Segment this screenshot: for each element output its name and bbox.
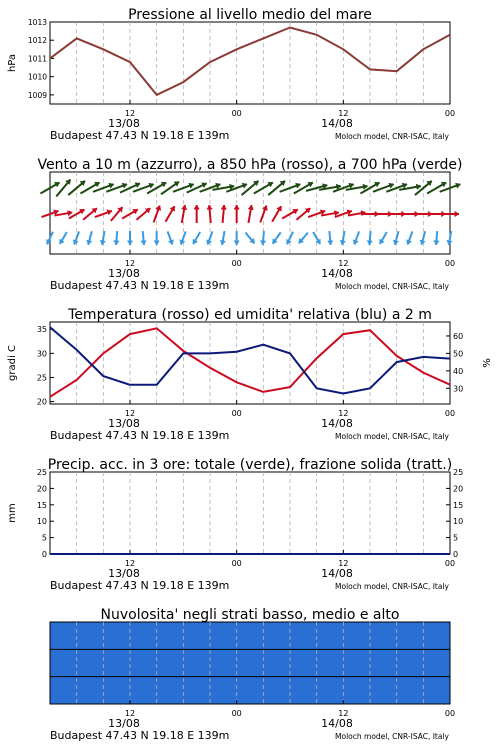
temperature-humidity-chart [7, 307, 493, 442]
date-label: 13/08 [108, 567, 140, 580]
plot-frame [50, 472, 450, 554]
x-tick-label: 00 [231, 709, 242, 718]
pressure-line [50, 28, 450, 95]
y2-tick-label: 25 [453, 468, 464, 477]
precipitation-chart [7, 457, 463, 592]
y-tick-label: 20 [36, 397, 47, 407]
credit-label: Moloch model, CNR-ISAC, Italy [335, 132, 449, 141]
x-tick-label: 12 [124, 559, 136, 568]
x-tick-label: 00 [444, 559, 456, 568]
chart-title: Temperatura (rosso) ed umidita' relativa (blu) a 2 m [68, 307, 432, 323]
y-tick-label: 25 [36, 468, 47, 477]
y-tick-label: 30 [36, 349, 47, 359]
wind-arrow-head [109, 183, 114, 188]
chart-title: Vento a 10 m (azzurro), a 850 hPa (rosso), a 700 hPa (verde) [37, 157, 463, 173]
date-label: 13/08 [108, 117, 140, 130]
wind-arrow-head [248, 205, 253, 210]
wind-arrow-head [122, 183, 127, 188]
y-tick-label: 35 [36, 325, 47, 335]
y-tick-label: 1011 [27, 54, 47, 64]
wind-arrow-head [402, 183, 407, 188]
wind-arrow-head [295, 183, 300, 188]
plot-frame [50, 22, 450, 104]
temperature-line [50, 328, 450, 397]
date-label: 13/08 [108, 267, 140, 280]
y-tick-label: 0 [41, 550, 47, 559]
wind-arrow-head [407, 240, 412, 245]
wind-arrow-head [207, 240, 212, 245]
x-tick-label: 12 [124, 109, 136, 118]
wind-arrow-head [455, 211, 459, 216]
date-label: 13/08 [108, 717, 140, 730]
x-tick-label: 00 [444, 109, 456, 118]
wind-arrow-head [154, 241, 159, 245]
x-tick-label: 12 [338, 709, 349, 718]
x-tick-label: 12 [124, 259, 136, 268]
wind-arrow-head [416, 184, 421, 189]
wind-arrow-head [328, 241, 333, 245]
wind-arrow-head [182, 205, 187, 210]
date-label: 14/08 [321, 117, 353, 130]
y-tick-label: 25 [36, 373, 47, 383]
y-tick-label: 1010 [27, 72, 47, 82]
wind-arrow-head [340, 240, 345, 245]
wind-arrow-head [234, 205, 239, 209]
date-label: 14/08 [321, 567, 353, 580]
credit-label: Moloch model, CNR-ISAC, Italy [335, 432, 449, 441]
wind-arrow-head [68, 211, 73, 216]
y-axis-label: mm [7, 503, 18, 523]
wind-arrow-head [100, 240, 105, 245]
y-tick-label: 1009 [27, 90, 47, 100]
plot-frame [50, 322, 450, 404]
x-tick-label: 00 [231, 109, 242, 118]
y-axis-label: hPa [7, 53, 18, 73]
wind-arrow-head [189, 183, 194, 188]
wind-arrow-head [221, 205, 226, 209]
y2-tick-label: 0 [453, 550, 459, 559]
y-tick-label: 10 [36, 517, 47, 527]
wind-arrow-head [389, 183, 394, 188]
location-label: Budapest 47.43 N 19.18 E 139m [50, 279, 230, 292]
date-label: 14/08 [321, 267, 353, 280]
wind-arrow-head [168, 240, 173, 245]
y-axis-label: gradi C [7, 345, 18, 381]
y2-tick-label: 5 [453, 533, 459, 543]
x-tick-label: 12 [124, 409, 136, 418]
x-tick-label: 12 [338, 559, 349, 568]
wind-arrow-head [349, 183, 354, 188]
x-tick-label: 00 [444, 259, 456, 268]
date-label: 13/08 [108, 417, 140, 430]
y2-tick-label: 15 [453, 500, 464, 510]
y2-tick-label: 60 [453, 331, 464, 341]
wind-arrow-head [180, 240, 185, 245]
wind-arrow-head [149, 183, 154, 188]
y-tick-label: 1012 [27, 36, 47, 46]
x-tick-label: 12 [338, 409, 349, 418]
y2-tick-label: 10 [453, 517, 464, 527]
location-label: Budapest 47.43 N 19.18 E 139m [50, 429, 230, 442]
wind-chart [37, 157, 462, 292]
wind-arrow-head [220, 240, 225, 245]
y2-tick-label: 40 [453, 366, 464, 376]
wind-arrow-head [114, 241, 119, 245]
x-tick-label: 12 [124, 709, 136, 718]
wind-arrow-head [215, 183, 220, 188]
location-label: Budapest 47.43 N 19.18 E 139m [50, 579, 230, 592]
credit-label: Moloch model, CNR-ISAC, Italy [335, 582, 449, 591]
y2-tick-label: 50 [453, 349, 464, 359]
y2-tick-label: 20 [453, 484, 464, 494]
wind-arrow-head [363, 184, 368, 189]
y-tick-label: 20 [36, 484, 47, 494]
wind-arrow-head [447, 240, 452, 245]
date-label: 14/08 [321, 417, 353, 430]
chart-title: Precip. acc. in 3 ore: totale (verde), frazione solida (tratt.) [47, 457, 453, 473]
y-tick-label: 1013 [27, 18, 47, 27]
wind-arrow-head [194, 205, 199, 209]
chart-title: Pressione al livello medio del mare [128, 7, 372, 23]
location-label: Budapest 47.43 N 19.18 E 139m [50, 129, 230, 142]
wind-arrow-head [141, 241, 146, 245]
wind-arrow-head [353, 240, 358, 245]
y2-tick-label: 30 [453, 384, 464, 394]
credit-label: Moloch model, CNR-ISAC, Italy [335, 282, 449, 291]
x-tick-label: 12 [338, 259, 349, 268]
wind-arrow-head [73, 240, 78, 245]
wind-arrow-head [455, 183, 460, 188]
date-label: 14/08 [321, 717, 353, 730]
y-tick-label: 5 [41, 533, 47, 543]
wind-arrow-head [260, 241, 265, 245]
cloud-cover-chart [50, 607, 455, 742]
wind-arrow-head [207, 205, 212, 209]
x-tick-label: 00 [231, 409, 242, 418]
wind-arrow-head [107, 210, 112, 215]
x-tick-label: 00 [444, 709, 456, 718]
wind-arrow-head [434, 241, 439, 245]
x-tick-label: 00 [231, 259, 242, 268]
cloud-cover-area [50, 622, 450, 704]
y2-axis-label: % [482, 358, 493, 368]
x-tick-label: 12 [338, 109, 349, 118]
credit-label: Moloch model, CNR-ISAC, Italy [335, 732, 449, 741]
wind-arrow-head [127, 241, 132, 245]
humidity-line [50, 327, 450, 393]
chart-title: Nuvolosita' negli strati basso, medio e alto [100, 607, 400, 623]
y-tick-label: 15 [36, 500, 47, 510]
x-tick-label: 00 [444, 409, 456, 418]
location-label: Budapest 47.43 N 19.18 E 139m [50, 729, 230, 742]
wind-arrow-head [242, 183, 247, 188]
x-tick-label: 00 [231, 559, 242, 568]
wind-arrow-head [367, 241, 372, 245]
pressure-chart [7, 7, 455, 142]
wind-arrow-head [234, 241, 239, 245]
